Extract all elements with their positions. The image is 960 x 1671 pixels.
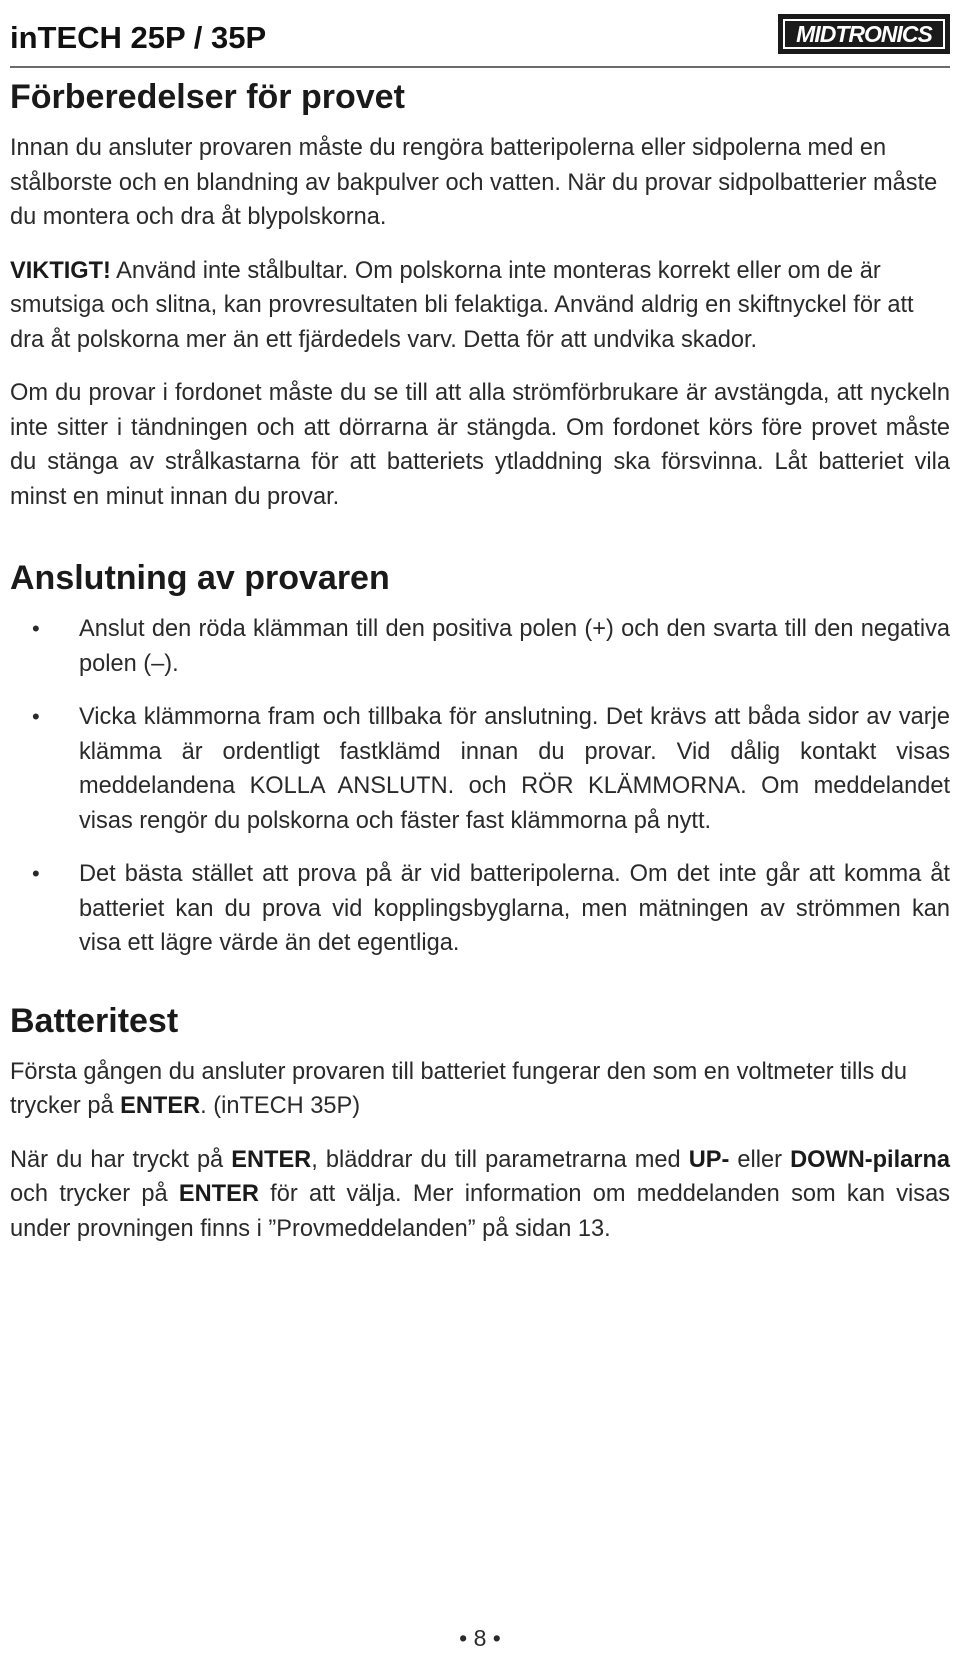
- battery-test-paragraph-1: [10, 1055, 950, 1124]
- preparation-paragraph-1: Innan du ansluter provaren måste du rengöra batteripolerna eller sidpolerna med en stålborste och en blandning av bakpulver och vatten. När du provar sidpolbatterier måste du montera och dra åt blypolskorna.: [10, 135, 938, 230]
- bullet-icon: •: [32, 616, 40, 641]
- logo-frame: [783, 19, 945, 49]
- text-run: När du har tryckt på: [10, 1146, 232, 1173]
- list-item: [10, 700, 950, 838]
- warning-label: VIKTIGT!: [10, 257, 111, 284]
- section-heading-preparation: Förberedelser för provet: [10, 78, 405, 116]
- text-run: . (inTECH 35P): [200, 1093, 361, 1119]
- list-item-text: Anslut den röda klämman till den positiva polen (+) och den svarta till den negativa polen (–).: [79, 616, 950, 677]
- preparation-warning-paragraph: [10, 254, 950, 358]
- list-item-text: Det bästa stället att prova på är vid batteripolerna. Om det inte går att komma åt batteriet kan du prova vid kopplingsbyglarna, men mätningen av strömmen kan visa ett lägre värde än det egentliga.: [79, 861, 950, 956]
- page-content: [10, 78, 950, 1246]
- list-item: [10, 612, 950, 681]
- text-run: , bläddrar du till parametrarna med: [311, 1146, 689, 1173]
- enter-key-label: ENTER: [178, 1181, 259, 1207]
- page-number: • 8 •: [459, 1625, 501, 1651]
- bullet-icon: •: [32, 861, 40, 886]
- text-run: Första gången du ansluter provaren till batteriet fungerar den som en voltmeter tills du trycker på: [10, 1058, 908, 1119]
- warning-text: Använd inte stålbultar. Om polskorna inte monteras korrekt eller om de är smutsiga och slitna, kan provresultaten bli felaktiga. Använd aldrig en skiftnyckel för att dra åt polskorna mer än ett fjärdedels varv. Detta för att undvika skador.: [10, 257, 914, 353]
- battery-test-paragraph-2: [10, 1143, 950, 1247]
- section-heading-connection: Anslutning av provaren: [10, 559, 390, 597]
- preparation-paragraph-3: Om du provar i fordonet måste du se till att alla strömförbrukare är avstängda, att nyckeln inte sitter i tändningen och att dörrarna är stängda. Om fordonet körs före provet måste du stänga av strålkastarna för att batteriets ytladdning ska försvinna. Låt batteriet vila minst en minut innan du provar.: [10, 380, 950, 510]
- text-run: för att välja. Mer information om meddelanden som kan visas under provningen finns i ”Provmeddelanden” på sidan 13.: [10, 1181, 950, 1242]
- connection-bullet-list: [10, 612, 950, 961]
- text-run: eller: [729, 1146, 791, 1173]
- page-header: [10, 14, 950, 68]
- section-heading-battery-test: Batteritest: [10, 1001, 179, 1040]
- logo-text: MIDTRONICS: [796, 20, 932, 47]
- document-title: inTECH 25P / 35P: [10, 20, 267, 55]
- list-item-text: Vicka klämmorna fram och tillbaka för anslutning. Det krävs att båda sidor av varje klämma är ordentligt fastklämd innan du provar. Vid dålig kontakt visas meddelandena KOLLA ANSLUTN. och RÖR KLÄMMORNA. Om meddelandet visas rengör du polskorna och fäster fast klämmorna på nytt.: [79, 704, 950, 834]
- midtronics-logo: [778, 14, 950, 54]
- enter-key-label: ENTER: [231, 1146, 312, 1173]
- up-key-label: UP-: [688, 1146, 730, 1173]
- text-run: och trycker på: [10, 1181, 179, 1207]
- bullet-icon: •: [32, 704, 40, 729]
- list-item: [10, 857, 950, 961]
- enter-key-label: ENTER: [120, 1093, 201, 1119]
- down-key-label: DOWN-pilarna: [790, 1146, 950, 1173]
